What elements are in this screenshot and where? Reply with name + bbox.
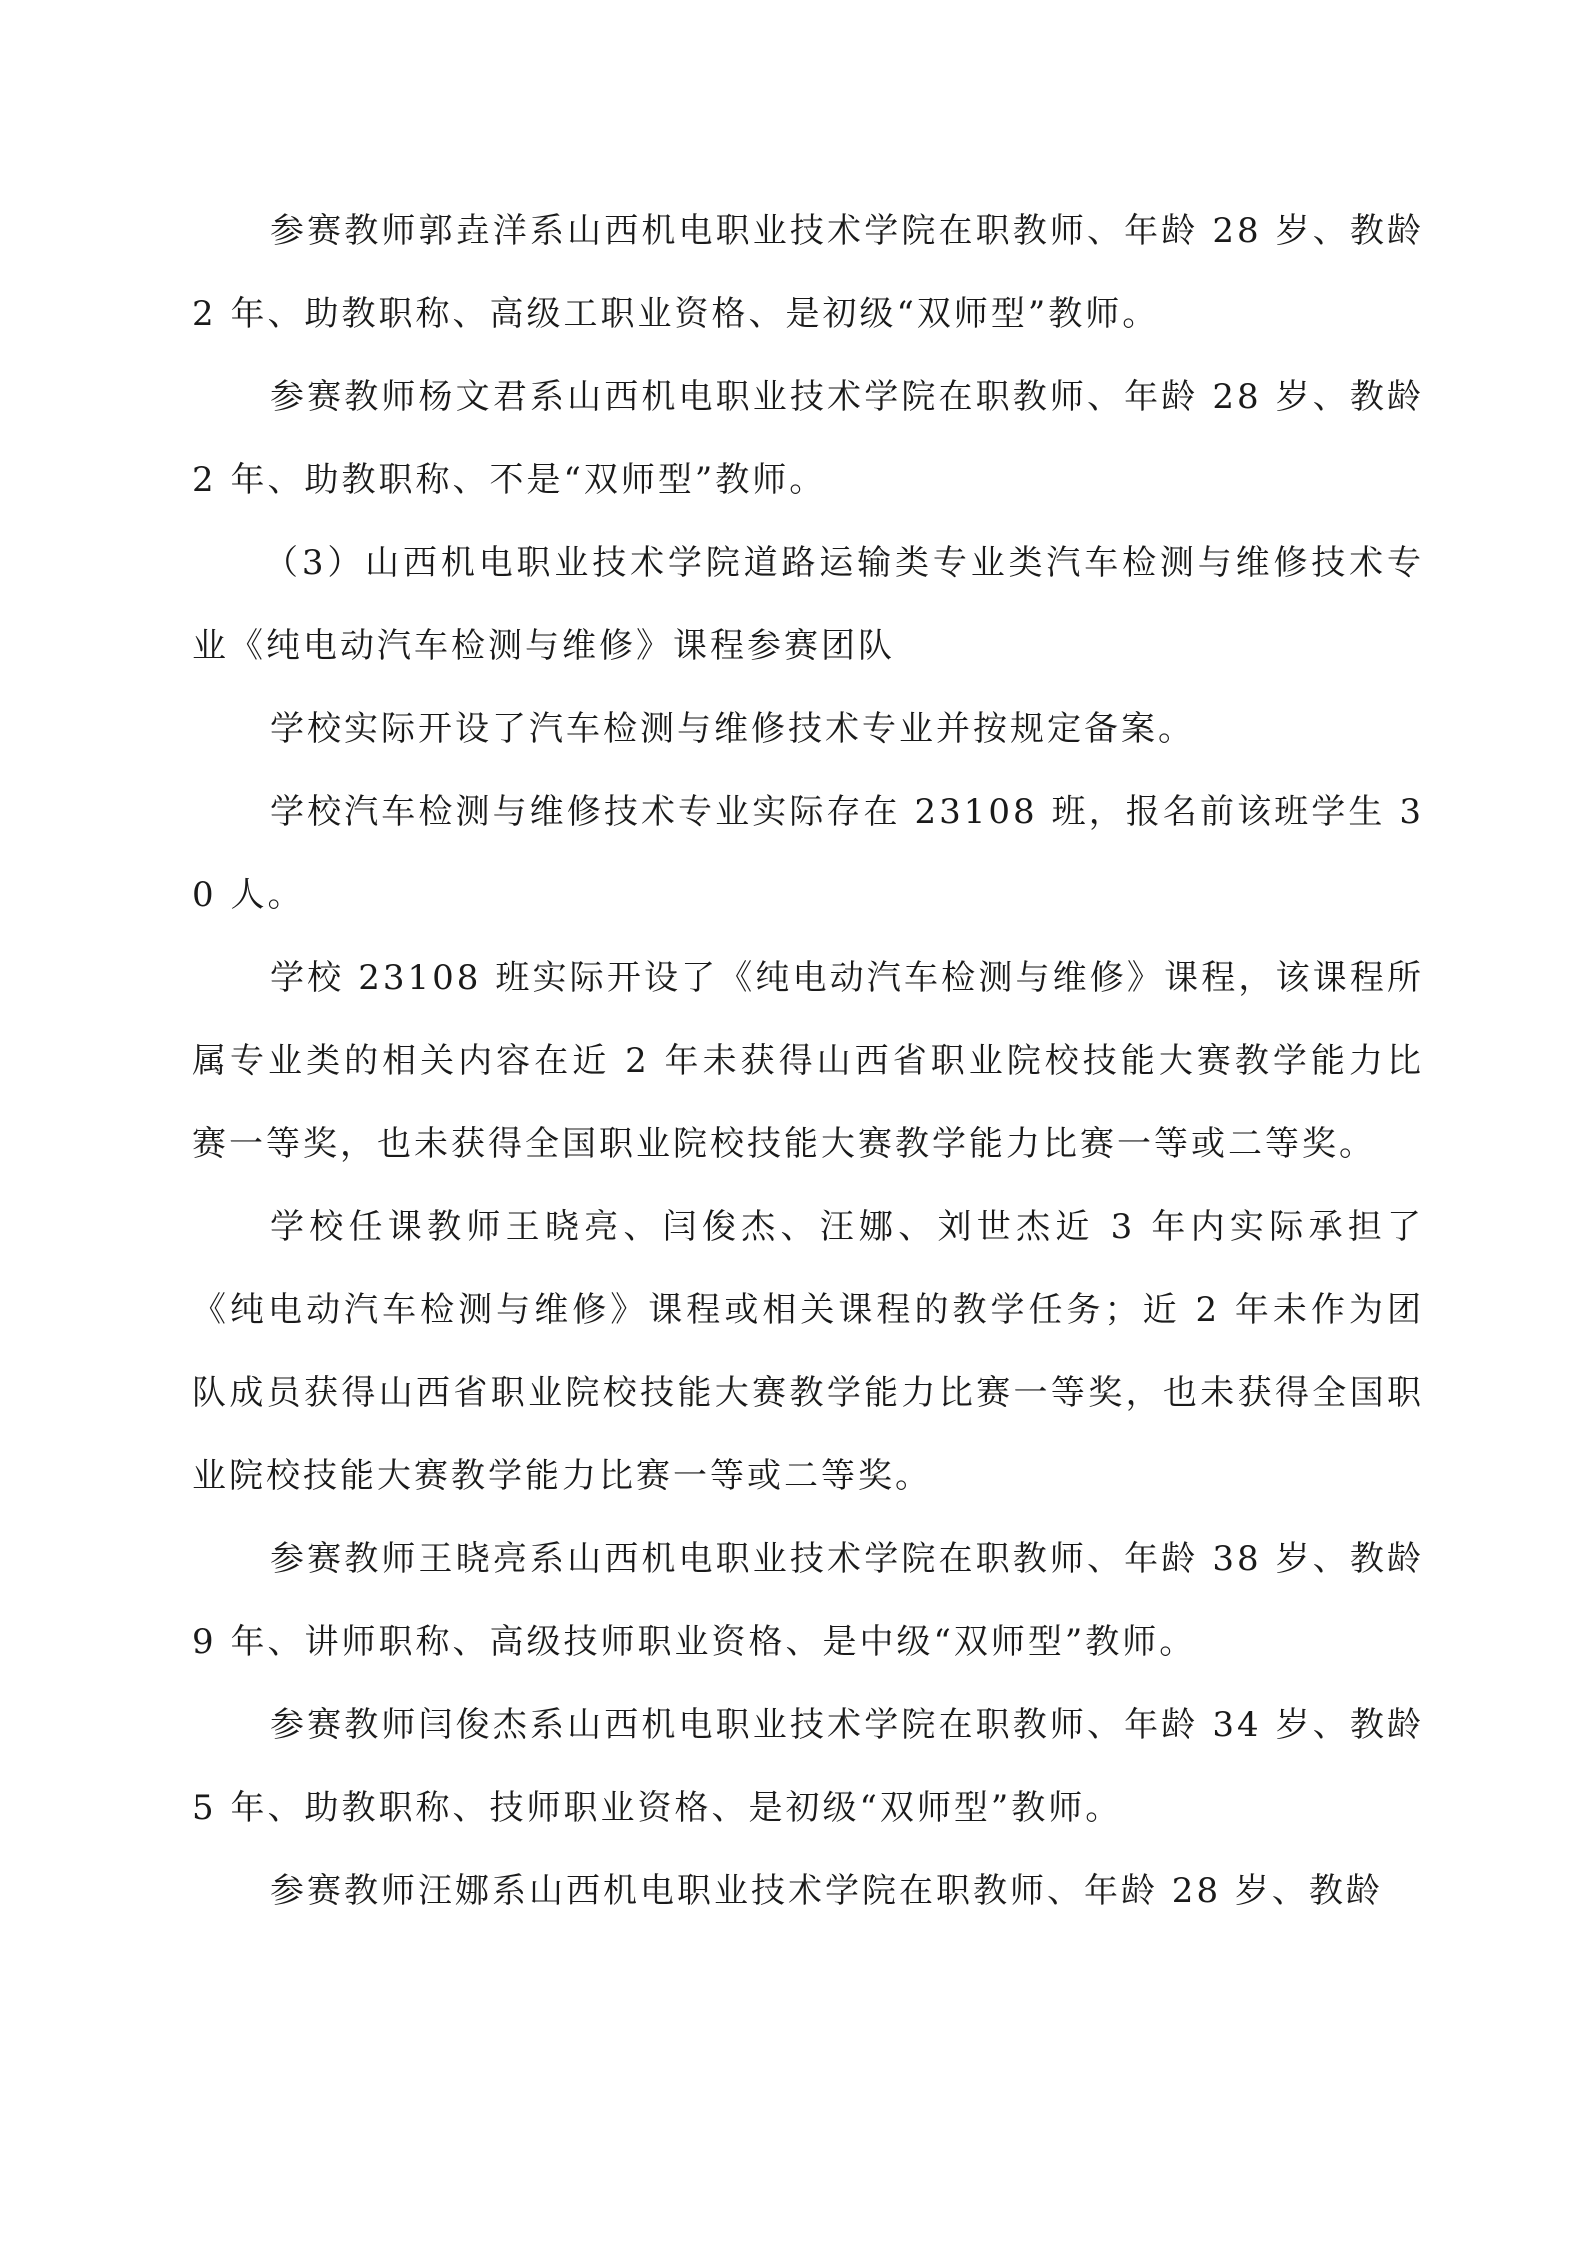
- paragraph-teaching-staff: 学校任课教师王晓亮、闫俊杰、汪娜、刘世杰近 3 年内实际承担了《纯电动汽车检测与维修》课程或相关课程的教学任务；近 2 年未作为团队成员获得山西省职业院校技能大赛教学能力比赛一等奖，也未获得全国职业院校技能大赛教学能力比赛一等或二等奖。: [192, 1207, 1424, 1496]
- paragraph-teacher-wang: 参赛教师王晓亮系山西机电职业技术学院在职教师、年龄 38 岁、教龄 9 年、讲师职称、高级技师职业资格、是中级“双师型”教师。: [192, 1539, 1424, 1662]
- section-heading-team-3: （3）山西机电职业技术学院道路运输类专业类汽车检测与维修技术专业《纯电动汽车检测与维修》课程参赛团队: [192, 543, 1424, 666]
- paragraph-class-23108: 学校汽车检测与维修技术专业实际存在 23108 班，报名前该班学生 30 人。: [192, 792, 1424, 915]
- paragraph-teacher-yang: 参赛教师杨文君系山西机电职业技术学院在职教师、年龄 28 岁、教龄 2 年、助教职称、不是“双师型”教师。: [192, 377, 1424, 500]
- paragraph-major-setup: 学校实际开设了汽车检测与维修技术专业并按规定备案。: [270, 709, 1195, 749]
- paragraph-teacher-wangna: 参赛教师汪娜系山西机电职业技术学院在职教师、年龄 28 岁、教龄: [270, 1871, 1383, 1911]
- paragraph-teacher-guo: 参赛教师郭垚洋系山西机电职业技术学院在职教师、年龄 28 岁、教龄 2 年、助教职称、高级工职业资格、是初级“双师型”教师。: [192, 211, 1424, 334]
- paragraph-teacher-yan: 参赛教师闫俊杰系山西机电职业技术学院在职教师、年龄 34 岁、教龄 5 年、助教职称、技师职业资格、是初级“双师型”教师。: [192, 1705, 1424, 1828]
- paragraph-course-setup: 学校 23108 班实际开设了《纯电动汽车检测与维修》课程，该课程所属专业类的相关内容在近 2 年未获得山西省职业院校技能大赛教学能力比赛一等奖，也未获得全国职业院校技能大赛教学能力比赛一等或二等奖。: [192, 958, 1424, 1164]
- document-body: [192, 190, 1424, 1933]
